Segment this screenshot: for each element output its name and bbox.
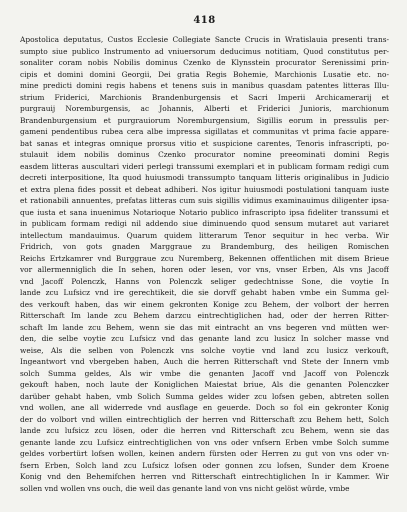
text-line: strium Friderici, Marchionis Brandenburgensis et Sacri Imperii Archicamerarij et xyxy=(20,92,389,102)
text-line: des verkouft haben, das wir einem gekronten Konige zcu Behem, der volbort der herren xyxy=(20,299,389,309)
text-line: solch Summa geldes, Als wir vmbe die genanten Jacoff vnd Jacoff von Polenczk xyxy=(20,368,389,378)
text-line: schaft Im lande zcu Behem, wenn sie das mit eintracht an vns begeren vnd mütten wer- xyxy=(20,322,389,332)
text-line: Fridrich, von gots gnaden Marggraue zu Brandemburg, des heiligen Romischen xyxy=(20,242,389,251)
text-line: gekouft haben, noch laute der Koniglichen Maiestat briue, Als die genanten Polenczker xyxy=(20,380,389,389)
text-line: weise, Als die selben von Polenczk vns solche voytie vnd land zcu lusicz verkouft, xyxy=(20,345,389,355)
text-line: gameni pendentibus rubea cera albe impressa sigillatas et communitas vt prima facie appare- xyxy=(20,127,389,136)
text-line: der do volbort vnd willen eintrechtiglich der herren vnd Ritterschaft zcu Behem hett, Solch xyxy=(20,414,389,424)
text-line: decreti interpositione, Ita quod huiusmodi transsumpto tanquam litteris originalibus in Judicio xyxy=(20,173,389,182)
text-line: Ingeantwort vnd vbergeben haben, Auch die herren Ritterschaft vnd Stete der Innern vmb xyxy=(20,357,389,366)
text-line: et rationabili annuentes, prefatas litteras cum suis sigillis vidimus examinauimus diligenter ipsa- xyxy=(20,196,389,205)
text-line: Konig vnd den Behemifchen herren vnd Ritterschaft eintrechtiglichen In ir Kammer. Wir xyxy=(20,472,389,481)
text-line: mine predicti domini regis habens et tenens suis in manibus quasdam patentes litteras Illu- xyxy=(20,81,389,90)
text-line: Brandenburgensium et purgrauiorum Noremburgensium, Sigillis eorum in pressulis per- xyxy=(20,115,389,125)
text-line: purgrauij Noremburgensis, ac Johannis, Alberti et Friderici Junioris, marchionum xyxy=(20,104,389,113)
text-line: Ritterschaft Im lande zcu Behem darzcu eintrechtiglichen had, oder der herren Ritter- xyxy=(20,311,389,320)
text-line: Reichs Ertzkamrer vnd Burggraue zcu Nuremberg, Bekennen offentlichen mit disem Brieue xyxy=(20,253,389,263)
text-line: in publicam formam redigi nil addendo siue diminuendo quod sensum mutaret aut variaret xyxy=(20,219,389,228)
text-line: vnd Jacoff Polenczk, Hanns von Polenczk seliger gedechtnisse Sone, die voytie In xyxy=(20,276,389,286)
text-line: lande zcu lufsicz zcu lösen, oder die herren vnd Ritterschaft zcu Behem, wenn sie das xyxy=(20,426,389,435)
page-number: 418 xyxy=(193,15,216,26)
text-line: stulauit idem nobilis dominus Czenko procurator nomine preeominati domini Regis xyxy=(20,150,389,159)
body-text xyxy=(20,34,389,494)
text-line: geldes vorbertürt lofsen wollen, keinen andern fürsten oder Herren zu gut von vns oder vn- xyxy=(20,449,389,458)
text-line: cipis et domini domini Georgii, Dei gratia Regis Bohemie, Marchionis Lusatie etc. no- xyxy=(20,69,389,79)
text-line: et extra plena fides possit et debeat adhiberi. Nos igitur huiusmodi postulationi tanquam iuste xyxy=(20,184,389,194)
text-line: Apostolica deputatus, Custos Ecclesie Collegiate Sancte Crucis in Wratislauia presenti trans- xyxy=(20,35,389,44)
text-line: lande zcu Lufsicz vnd ire gerechtikeit, die sie dorvff gehabt haben vmbe ein Summa gel- xyxy=(20,288,389,297)
text-line: vnd wollen, ane all widerrede vnd ausflage en geuerde. Doch so fol ein gekronter Konig xyxy=(20,403,389,412)
text-line: sollen vnd wollen vns ouch, die weil das genante land von vns nicht gelöst würde, vmbe xyxy=(20,483,350,493)
text-line: vor allermenniglich die In sehen, horen oder lesen, vor vns, vnser Erben, Als vns Jacoff xyxy=(20,265,389,274)
text-line: sonaliter coram nobis Nobilis dominus Czenko de Klynsstein procurator Serenissimi prin- xyxy=(20,58,389,67)
text-line: genante lande zcu Lufsicz eintrechtiglichen von vns oder vnfsern Erben vmbe Solch summe xyxy=(20,437,389,447)
text-line: bat sanas et integras omnique prorsus vitio et suspicione carentes, Tenoris infrascripti, po- xyxy=(20,138,389,148)
text-line: fsern Erben, Solch land zcu Lufsicz lofsen oder gonnen zcu lofsen, Sunder dem Kroene xyxy=(20,460,389,470)
text-line: darüber gehabt haben, vmb Solich Summa geldes wider zcu lofsen geben, abtreten sollen xyxy=(20,391,389,401)
text-line: intellectum mandauimus. Quarum quidem litterarum Tenor sequitur in hec verba. Wir xyxy=(20,230,389,240)
text-line: easdem litteras auscultari videri perlegi transsumi exemplari et in publicam formam redigi cum xyxy=(20,161,389,171)
text-line: que iusta et sana inuenimus Notarioque Notario publico infrascripto ipsa fideliter transsumi et xyxy=(20,207,389,217)
text-line: sumpto siue publico Instrumento ad vniuersorum deducimus notitiam, Quod constitutus per- xyxy=(20,46,389,56)
text-line: den, die selbe voytie zcu Lufsicz vnd das genante land zcu lusicz In solcher masse vnd xyxy=(20,334,389,343)
